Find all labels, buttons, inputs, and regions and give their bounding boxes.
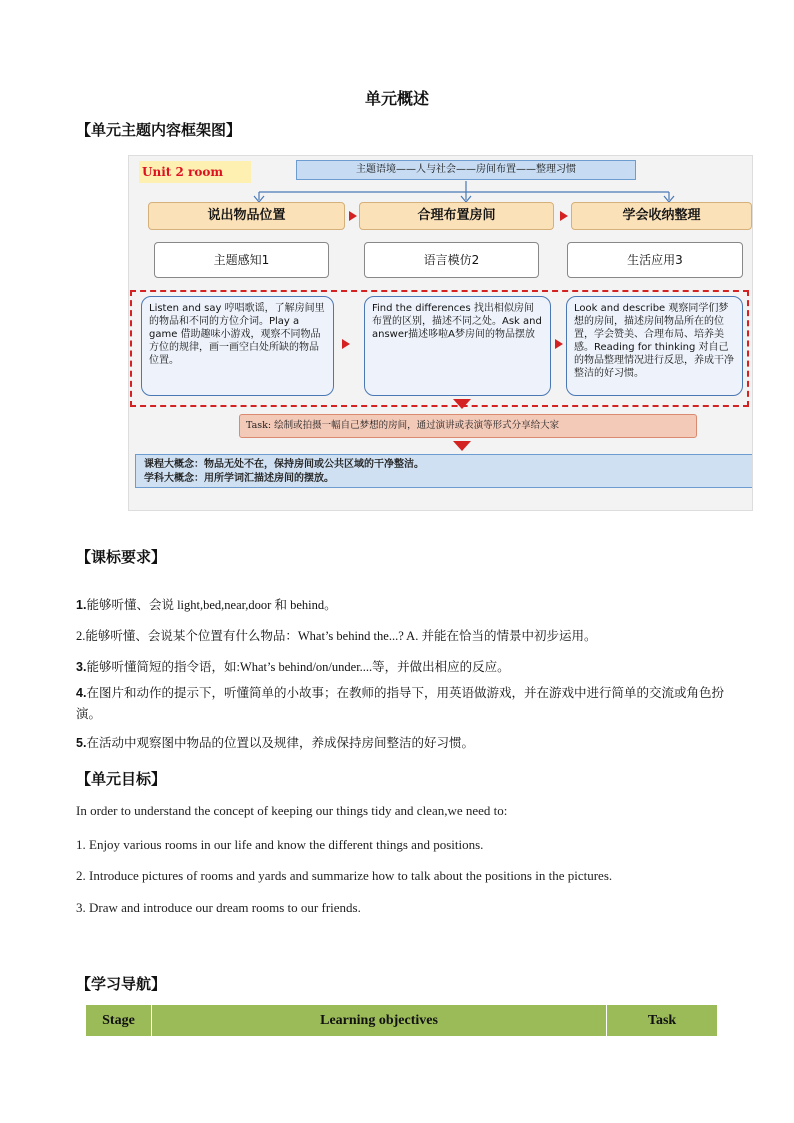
standard-item: 1.能够听懂、会说 light,bed,near,door 和 behind。 xyxy=(76,598,337,612)
goal-item: 1. Enjoy various rooms in our life and know the different things and positions. xyxy=(76,837,484,852)
task-box: Task: 绘制或拍摄一幅自己梦想的房间，通过演讲或表演等形式分享给大家 xyxy=(239,414,697,438)
standard-item: 3.能够听懂简短的指令语，如:What’s behind/on/under....等，并做出相应的反应。 xyxy=(76,660,510,674)
goal-item: 3. Draw and introduce our dream rooms to our friends. xyxy=(76,900,361,915)
arrow-down-icon xyxy=(453,441,471,451)
concept-course: 课程大概念：物品无处不在，保持房间或公共区域的干净整洁。 xyxy=(144,459,424,470)
standards-heading: 【课标要求】 xyxy=(76,548,167,566)
header-learning-objectives: Learning objectives xyxy=(151,1005,606,1037)
arrow-icon xyxy=(342,339,350,349)
stage-box: 合理布置房间 xyxy=(359,202,554,230)
goals-intro: In order to understand the concept of keeping our things tidy and clean,we need to: xyxy=(76,803,508,818)
phase-box: 生活应用3 xyxy=(567,242,743,278)
arrow-icon xyxy=(349,211,357,221)
page-title: 单元概述 xyxy=(364,89,429,108)
learning-navigation-table xyxy=(85,1004,718,1037)
arrow-icon xyxy=(560,211,568,221)
header-task: Task xyxy=(607,1005,718,1037)
arrow-icon xyxy=(555,339,563,349)
goals-heading: 【单元目标】 xyxy=(76,770,167,788)
standard-item: 4.在图片和动作的提示下，听懂简单的小故事；在教师的指导下，用英语做游戏，并在游戏中进行简单的交流或角色扮演。 xyxy=(76,686,724,721)
framework-heading: 【单元主题内容框架图】 xyxy=(76,121,242,139)
table-header-row xyxy=(86,1005,718,1037)
standard-item: 5.在活动中观察图中物品的位置以及规律，养成保持房间整洁的好习惯。 xyxy=(76,736,474,750)
navigation-heading: 【学习导航】 xyxy=(76,975,167,993)
phase-box: 主题感知1 xyxy=(154,242,329,278)
framework-figure xyxy=(128,155,753,511)
arrow-down-icon xyxy=(453,399,471,409)
concept-box xyxy=(135,454,753,488)
unit-label: Unit 2 room xyxy=(139,161,251,183)
theme-box: 主题语境——人与社会——房间布置——整理习惯 xyxy=(296,160,636,180)
phase-box: 语言模仿2 xyxy=(364,242,539,278)
stage-box: 学会收纳整理 xyxy=(571,202,752,230)
activity-box: Look and describe 观察同学们梦想的房间，描述房间物品所在的位置，学会赞美、合理布局、培养美感。Reading for thinking 对自己的物品整理情况进行反思，养成干净整洁的好习惯。 xyxy=(566,296,743,396)
activity-box: Listen and say 哼唱歌谣，了解房间里的物品和不同的方位介词。Play a game 借助趣味小游戏，观察不同物品方位的规律，画一画空白处所缺的物品位置。 xyxy=(141,296,334,396)
stage-box: 说出物品位置 xyxy=(148,202,345,230)
concept-subject: 学科大概念：用所学词汇描述房间的摆放。 xyxy=(144,473,334,484)
header-stage: Stage xyxy=(86,1005,152,1037)
goal-item: 2. Introduce pictures of rooms and yards and summarize how to talk about the positions in the pictures. xyxy=(76,868,613,883)
activity-box: Find the differences 找出相似房间布置的区别，描述不同之处。Ask and answer描述哆啦A梦房间的物品摆放 xyxy=(364,296,551,396)
standard-item: 2.能够听懂、会说某个位置有什么物品：What’s behind the...? A. 并能在恰当的情景中初步运用。 xyxy=(76,629,597,643)
